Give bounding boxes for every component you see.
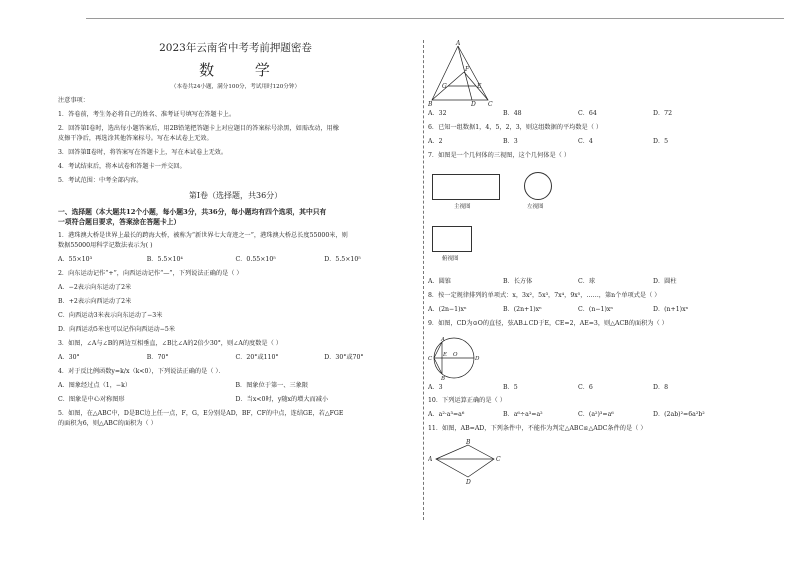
q3-stem: 3．如图，∠A与∠B的两边互相垂直，∠B比∠A的2倍少30°，则∠A的度数是（ ） xyxy=(58,339,282,347)
option: D．5.5×10⁵ xyxy=(324,256,361,264)
circle-figure xyxy=(428,334,488,384)
option: C．64 xyxy=(578,110,597,117)
option: C．球 xyxy=(578,277,596,285)
q10-options xyxy=(428,411,728,419)
label-e: E xyxy=(477,83,482,90)
option: C．6 xyxy=(578,383,593,391)
option: B．+2表示向西运动了2米 xyxy=(58,298,132,306)
q2-stem: 2．向东运动记作“+”，向西运动记作“—”，下列说法正确的是（ ） xyxy=(58,270,243,278)
option: A．a²·a³=a⁶ xyxy=(428,411,465,419)
notes-heading: 注意事项： xyxy=(58,96,89,104)
q9-options xyxy=(428,384,728,392)
option: D．(2ab)²=6a²b² xyxy=(653,411,705,419)
left-column xyxy=(58,38,413,434)
label-d: D xyxy=(475,355,480,362)
q7-stem: 7．如图是一个几何体的三视图，这个几何体是（ ） xyxy=(428,151,571,159)
option: C．0.55×10⁵ xyxy=(235,256,276,264)
option: A．3 xyxy=(428,383,443,391)
option: C．20°或110° xyxy=(235,353,279,361)
q1-stem: 1．港珠澳大桥是世界上最长的跨海大桥，被称为“新世界七大奇迹之一”，港珠澳大桥总长度55000米，则 xyxy=(58,231,348,239)
note-item: 3．回答第Ⅱ卷时，将答案写在答题卡上，写在本试卷上无效。 xyxy=(58,149,228,157)
label-b: B xyxy=(466,439,471,447)
option: A．图象经过点（1，−k） xyxy=(58,381,132,389)
option: B．图象位于第一、三象限 xyxy=(235,381,309,389)
label-a: A xyxy=(428,456,433,464)
label-c: C xyxy=(488,101,493,106)
option: B．48 xyxy=(503,110,522,117)
option: D．8 xyxy=(653,383,669,391)
note-item: 5．考试范围：中考全部内容。 xyxy=(58,177,143,185)
option: C．4 xyxy=(578,137,593,145)
option: C．(n−1)xⁿ xyxy=(578,305,614,313)
header-rule xyxy=(86,18,784,19)
label-g: G xyxy=(442,83,447,90)
side-view-label: 左视图 xyxy=(527,203,544,210)
q5-stem: 5．如图，在△ABC中，D是BC边上任一点，F，G，E分别是AD，BF，CF的中点，连结GE，若△FGE xyxy=(58,409,344,417)
option: B．70° xyxy=(146,353,169,361)
option: D．30°或70° xyxy=(324,353,364,361)
top-view-rect xyxy=(432,226,472,252)
option: D．5 xyxy=(653,137,669,145)
label-f: F xyxy=(465,66,470,73)
option: C．(a²)³=a⁶ xyxy=(578,411,614,419)
note-item: 1．答卷前，考生务必将自己的姓名、准考证号填写在答题卡上。 xyxy=(58,110,236,118)
q7-options xyxy=(428,278,728,286)
option: A．(2n−1)xⁿ xyxy=(428,305,467,313)
q10-stem: 10．下列运算正确的是（ ） xyxy=(428,397,506,405)
subject-title: 数 学 xyxy=(199,61,288,80)
q9-stem: 9．如图，CD为⊙O的直径，弦AB⊥CD于E，CE=2，AE=3，则△ACB的面积为（ ） xyxy=(428,319,668,327)
label-b: B xyxy=(428,101,433,106)
q1-stem: 数据55000用科学记数法表示为( ) xyxy=(58,242,153,250)
triangle-figure xyxy=(428,40,508,106)
option: D．圆柱 xyxy=(653,277,677,285)
option: A．55×10³ xyxy=(58,256,93,264)
q3-options xyxy=(58,354,413,362)
option: A．2 xyxy=(428,137,443,145)
kite-figure xyxy=(428,439,508,485)
q5-options xyxy=(428,110,728,118)
option: B．5 xyxy=(503,383,518,391)
q6-stem: 6．已知一组数据1，4，5，2，3，则这组数据的平均数是（ ） xyxy=(428,123,603,131)
label-a: A xyxy=(456,40,461,47)
column-divider xyxy=(423,40,424,520)
front-view-label: 主视图 xyxy=(454,203,471,210)
top-view-label: 俯视图 xyxy=(442,255,459,262)
option: D．当x<0时，y随x的增大而减小 xyxy=(235,395,329,403)
q1-options xyxy=(58,256,413,264)
option: D．向西运动5米也可以记作向西运动−5米 xyxy=(58,325,176,333)
q6-options xyxy=(428,138,728,146)
option: D．(n+1)xⁿ xyxy=(653,305,689,313)
exam-title: 2023年云南省中考考前押题密卷 xyxy=(159,42,312,54)
label-b: B xyxy=(441,375,446,382)
label-d: D xyxy=(466,479,471,486)
q5-stem: 的面积为6，则△ABC的面积为（ ） xyxy=(58,420,157,428)
note-item: 皮擦干净后，再选涂其他答案标号。写在本试卷上无效。 xyxy=(58,135,213,143)
label-d: D xyxy=(471,101,476,106)
three-views-figure xyxy=(428,166,728,278)
section-instruction: 一、选择题（本大题共12个小题，每小题3分，共36分，每小题均有四个选项，其中只有 xyxy=(58,208,327,217)
section-title: 第Ⅰ卷（选择题，共36分） xyxy=(188,191,283,201)
q4-options xyxy=(58,396,413,404)
option: C．向西运动3米表示向东运动了−3米 xyxy=(58,312,163,320)
option: A．−2表示向东运动了2米 xyxy=(58,284,132,292)
option: A．30° xyxy=(58,353,80,361)
q4-stem: 4．对于反比例函数y=k/x（k<0），下列说法正确的是（ ）． xyxy=(58,367,225,375)
option: B．3 xyxy=(503,137,518,145)
exam-note: （本卷共24小题，满分100分，考试用时120分钟） xyxy=(170,83,301,90)
note-item: 2．回答第Ⅰ卷时，选出每小题答案后，用2B铅笔把答题卡上对应题目的答案标号涂黑，如需改动，用橡 xyxy=(58,124,339,132)
front-view-rect xyxy=(432,174,500,200)
option: A．32 xyxy=(428,110,447,117)
option: B．5.5×10⁴ xyxy=(146,256,183,264)
option: B．(2n+1)xⁿ xyxy=(503,305,542,313)
option: A．圆锥 xyxy=(428,277,452,285)
q11-stem: 11．如图，AB=AD，下列条件中，不能作为判定△ABC≌△ADC条件的是（ ） xyxy=(428,425,647,433)
q8-stem: 8．按一定规律排列的单项式：x，3x²，5x³，7x⁴，9x⁵，……，第n个单项式是（ ） xyxy=(428,291,661,299)
label-c: C xyxy=(428,355,433,362)
option: D．72 xyxy=(653,110,673,117)
label-o: O xyxy=(453,351,458,358)
q8-options xyxy=(428,306,728,314)
label-e: E xyxy=(443,351,448,358)
right-column xyxy=(428,40,728,485)
section-instruction: 一项符合题目要求，答案涂在答题卡上） xyxy=(58,218,181,227)
q4-options xyxy=(58,382,413,390)
option: B．a⁶÷a³=a² xyxy=(503,411,543,419)
label-c: C xyxy=(496,456,501,464)
option: C．图象是中心对称图形 xyxy=(58,395,125,403)
label-a: A xyxy=(441,336,445,343)
side-view-circle xyxy=(524,172,552,200)
note-item: 4．考试结束后，将本试卷和答题卡一并交回。 xyxy=(58,163,186,171)
option: B．长方体 xyxy=(503,277,533,285)
